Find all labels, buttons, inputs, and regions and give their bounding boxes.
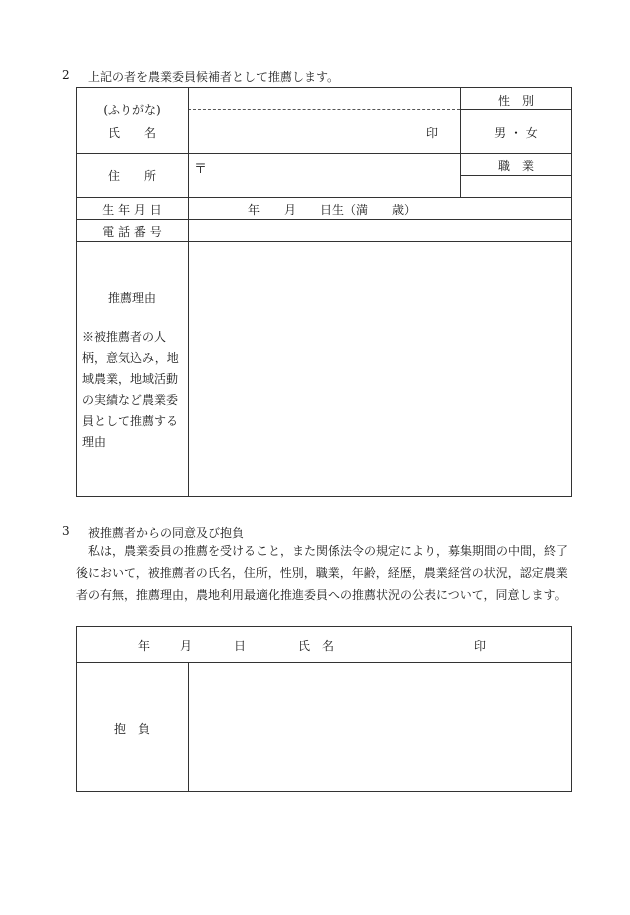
phone-field[interactable]	[190, 221, 570, 239]
aspiration-label: 抱 負	[113, 722, 150, 736]
section2-heading: 上記の者を農業委員候補者として推薦します。	[88, 70, 340, 84]
row-divider	[76, 153, 572, 154]
gender-header-divider	[460, 109, 572, 110]
postal-mark: 〒	[194, 162, 208, 177]
date-month: 月	[180, 639, 193, 653]
section3-number: 3	[62, 524, 70, 538]
reason-title: 推薦理由	[107, 291, 156, 305]
occupation-field[interactable]	[462, 177, 570, 195]
date-day: 日	[234, 639, 247, 653]
signer-label: 氏 名	[298, 639, 335, 653]
label-column-divider	[188, 662, 189, 792]
phone-label: 電 話 番 号	[102, 225, 162, 239]
occupation-header-divider	[460, 175, 572, 176]
address-field[interactable]	[190, 155, 458, 195]
row-divider	[76, 197, 572, 198]
date-year: 年	[138, 639, 151, 653]
occupation-header: 職 業	[497, 159, 534, 173]
name-field[interactable]	[190, 110, 458, 152]
label-column-divider	[188, 87, 189, 497]
name-seal-mark: 印	[426, 126, 439, 140]
reason-note: ※被推薦者の人柄，意気込み，地域農業，地域活動の実績など農業委員として推薦する理由	[82, 330, 179, 449]
gender-options[interactable]: 男 ・ 女	[494, 126, 538, 140]
birthdate-label: 生 年 月 日	[102, 203, 162, 217]
row-divider	[76, 241, 572, 242]
address-label: 住 所	[107, 169, 156, 183]
aspiration-field[interactable]	[190, 664, 570, 790]
furigana-label: (ふりがな)	[103, 103, 161, 117]
signer-seal-mark: 印	[474, 639, 487, 653]
signer-name-field[interactable]	[340, 630, 460, 658]
name-label: 氏 名	[107, 126, 156, 140]
row-divider	[76, 219, 572, 220]
consent-paragraph: 私は，農業委員の推薦を受けること，また関係法令の規定により，募集期間の中間，終了後において，被推薦者の氏名，住所，性別，職業，年齢，経歴，農業経営の状況，認定農業者の有無，推薦理由，農地利用最適化推進委員への推薦状況の公表について，同意します。	[76, 544, 569, 602]
section3-heading: 被推薦者からの同意及び抱負	[88, 526, 245, 540]
reason-field[interactable]	[190, 243, 570, 495]
section2-number: 2	[62, 68, 70, 82]
row-divider	[76, 662, 572, 663]
birthdate-template[interactable]: 年 月 日生（満 歳）	[248, 203, 417, 217]
gender-header: 性 別	[497, 94, 534, 108]
